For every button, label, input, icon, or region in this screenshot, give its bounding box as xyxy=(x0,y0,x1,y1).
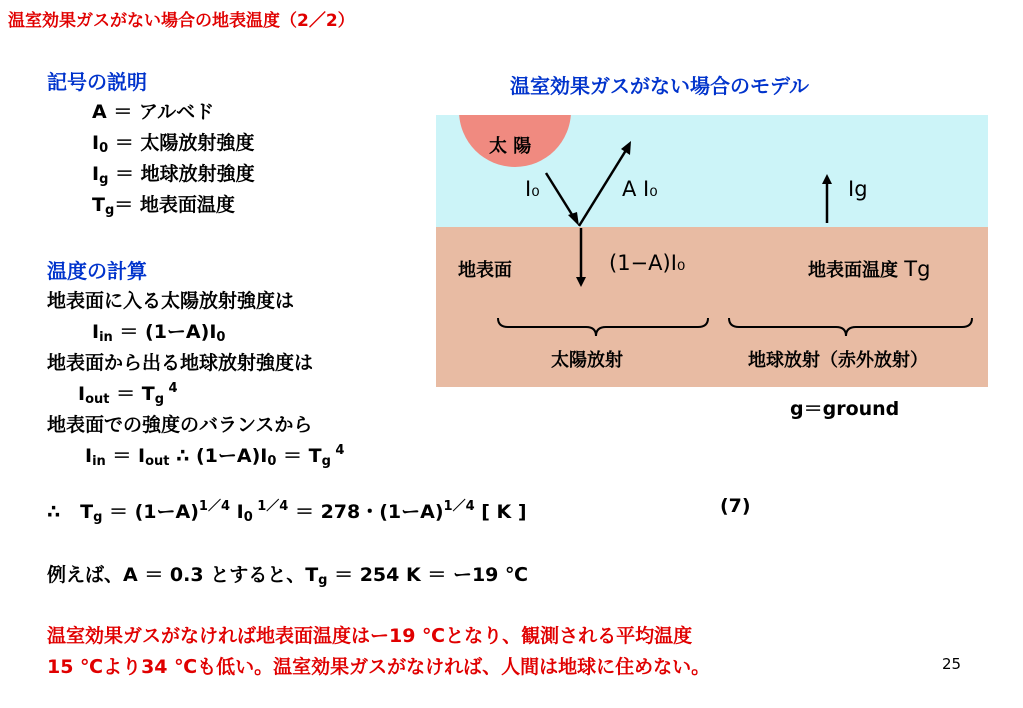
greenhouse-model-diagram xyxy=(436,115,988,387)
absorbed-arrow xyxy=(576,228,586,287)
calc-line-balance: 地表面での強度のバランスから xyxy=(47,414,313,436)
earth-radiation-label: Ig xyxy=(848,177,868,201)
example-line: 例えば、A ＝ 0.3 とすると、$T_g = 254$ K ＝ ー19 ℃ xyxy=(47,564,529,588)
earth-radiation-arrow xyxy=(822,174,832,223)
surface-label: 地表面 xyxy=(458,260,512,281)
earth-radiation-brace xyxy=(729,318,972,336)
reflected-label: A I₀ xyxy=(622,177,658,201)
calc-line-incoming: 地表面に入る太陽放射強度は xyxy=(47,290,295,312)
calc-heading: 温度の計算 xyxy=(47,259,147,283)
solar-radiation-label: 太陽放射 xyxy=(551,350,623,371)
diagram-title: 温室効果ガスがない場合のモデル xyxy=(510,74,809,98)
calc-balance-equation: $I_{in} = I_{out}$ ∴ (1ー$A)I_0 = T_g$ $^4$ xyxy=(85,443,345,469)
solar-radiation-brace xyxy=(498,318,708,336)
earth-radiation-brace-label: 地球放射（赤外放射） xyxy=(748,350,928,371)
surface-temperature-label: 地表面温度 Tg xyxy=(808,257,931,281)
incident-arrow xyxy=(546,173,579,226)
ground-footnote: g＝ground xyxy=(790,398,900,420)
ig-definition: $I_g$ ＝ 地球放射強度 xyxy=(92,163,255,187)
page-number: 25 xyxy=(942,655,962,673)
i0-definition: $I_0$ ＝ 太陽放射強度 xyxy=(92,132,255,156)
result-equation: ∴ $T_g = (1$ーA)$^{1/4}$ $I_0$ $^{1/4}$ ＝ 278・(1ーA)$^{1/4}$ [ K ] xyxy=(47,499,527,525)
calc-line-outgoing: 地表面から出る地球放射強度は xyxy=(47,352,314,374)
albedo-definition: A ＝ アルベド xyxy=(92,101,215,123)
symbols-heading: 記号の説明 xyxy=(47,70,147,94)
conclusion-line-2: 15 ℃より34 ℃も低い。温室効果ガスがなければ、人間は地球に住めない。 xyxy=(47,656,711,678)
incident-label: I₀ xyxy=(525,177,540,201)
equation-number: (7) xyxy=(720,495,751,517)
slide-title: 温室効果ガスがない場合の地表温度（2／2） xyxy=(8,11,355,31)
absorbed-label: (1−A)I₀ xyxy=(609,251,686,275)
calc-iin-equation: $I_{in} = (1$ー$A)I_0$ xyxy=(92,321,226,345)
conclusion-line-1: 温室効果ガスがなければ地表面温度はー19 ℃となり、観測される平均温度 xyxy=(47,625,693,647)
calc-iout-equation: $I_{out} = T_g$ $^4$ xyxy=(78,381,178,407)
tg-definition: $T_g=$ 地表面温度 xyxy=(92,194,235,218)
sun-label: 太 陽 xyxy=(489,136,532,157)
